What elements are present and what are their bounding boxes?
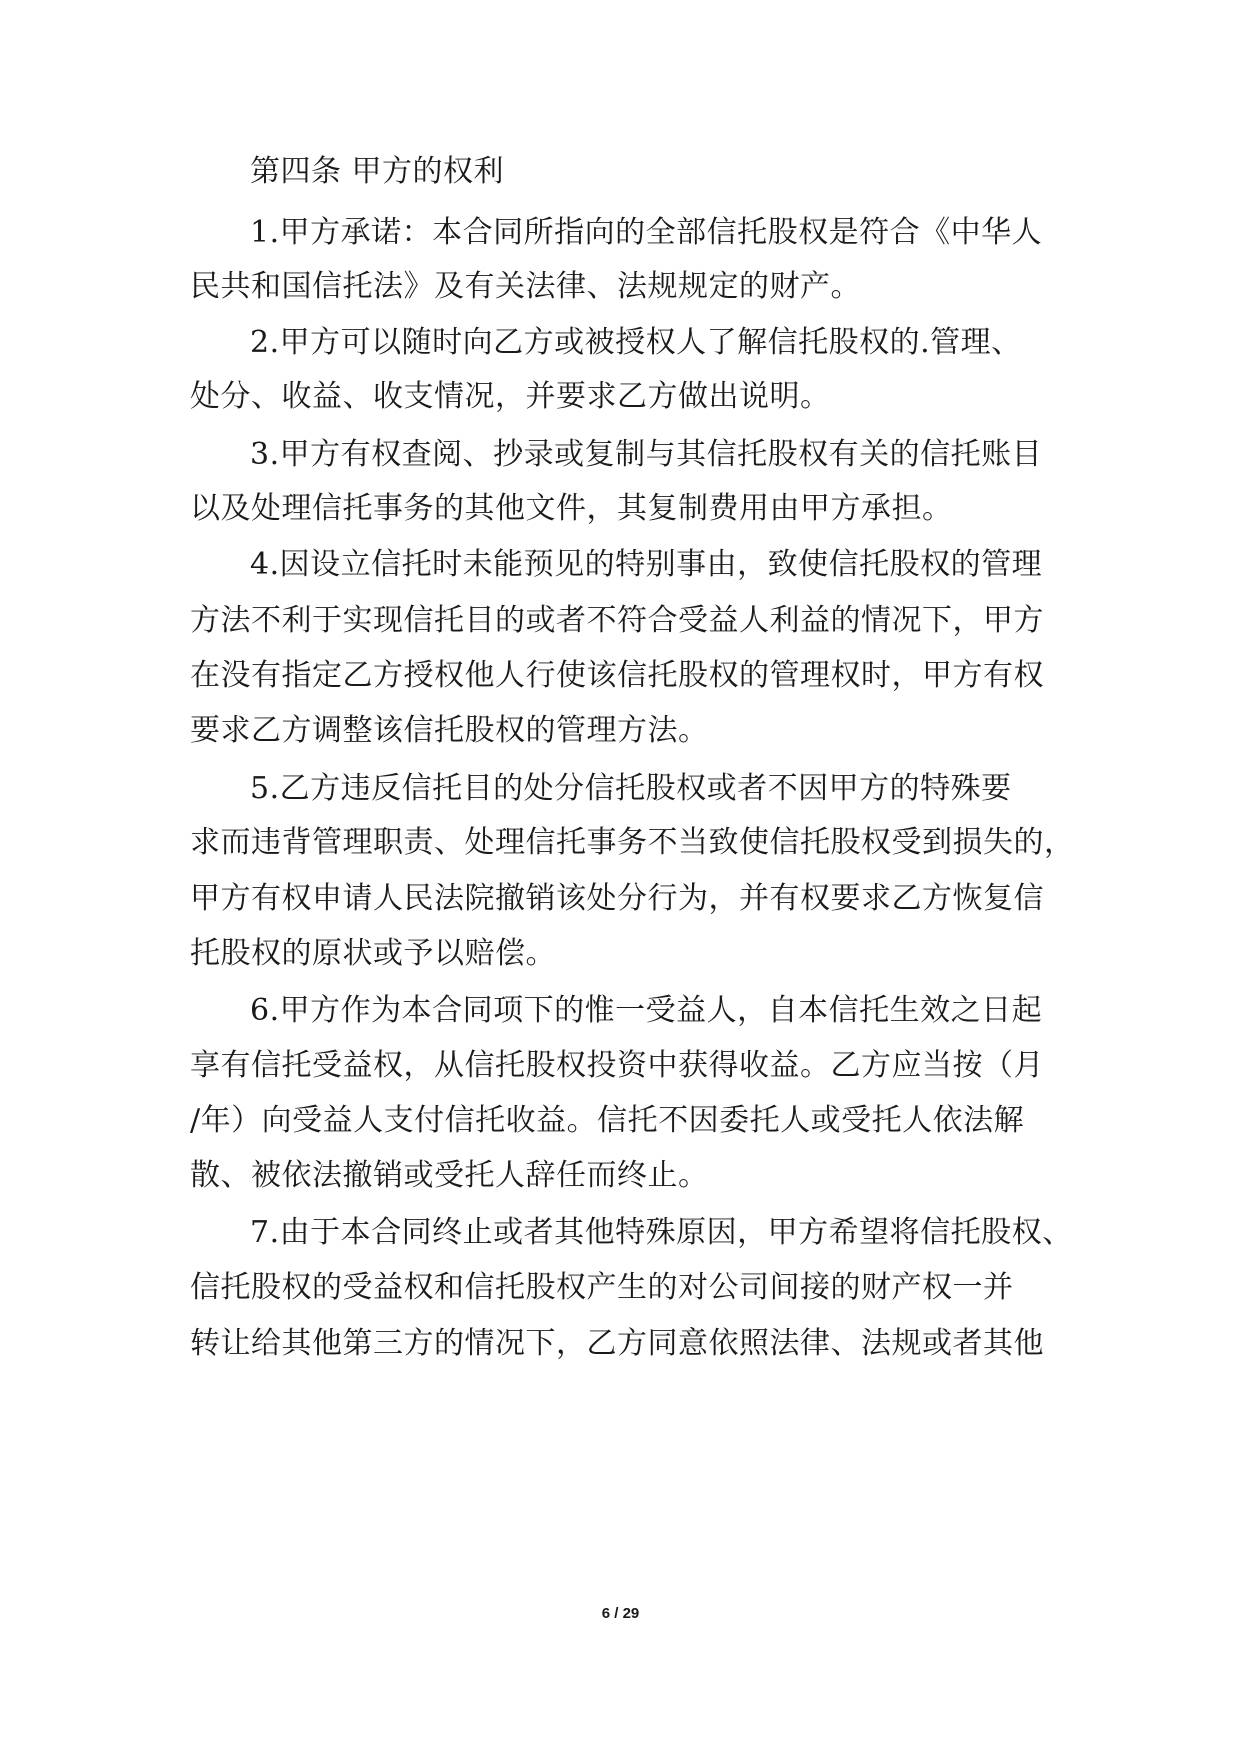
paragraph-5-line-3: 甲方有权申请人民法院撤销该处分行为，并有权要求乙方恢复信 [190,881,1044,916]
paragraph-6-line-1: 6.甲方作为本合同项下的惟一受益人，自本信托生效之日起 [250,993,1043,1028]
paragraph-3-line-2: 以及处理信托事务的其他文件，其复制费用由甲方承担。 [190,491,953,526]
paragraph-4-line-3: 在没有指定乙方授权他人行使该信托股权的管理权时，甲方有权 [190,658,1044,693]
paragraph-6-line-4: 散、被依法撤销或受托人辞任而终止。 [190,1158,709,1193]
article-heading: 第四条 甲方的权利 [250,154,505,189]
paragraph-2-line-1: 2.甲方可以随时向乙方或被授权人了解信托股权的.管理、 [250,325,1022,360]
page-number: 6 / 29 [601,1605,640,1622]
paragraph-6-line-2: 享有信托受益权，从信托股权投资中获得收益。乙方应当按（月 [190,1048,1044,1083]
paragraph-1-line-1: 1.甲方承诺：本合同所指向的全部信托股权是符合《中华人 [250,215,1043,250]
paragraph-4-line-1: 4.因设立信托时未能预见的特别事由，致使信托股权的管理 [250,547,1043,582]
paragraph-5-line-2: 求而违背管理职责、处理信托事务不当致使信托股权受到损失的， [190,825,1075,860]
paragraph-5-line-1: 5.乙方违反信托目的处分信托股权或者不因甲方的特殊要 [250,771,1012,806]
paragraph-1-line-2: 民共和国信托法》及有关法律、法规规定的财产。 [190,269,861,304]
paragraph-3-line-1: 3.甲方有权查阅、抄录或复制与其信托股权有关的信托账目 [250,437,1043,472]
paragraph-4-line-4: 要求乙方调整该信托股权的管理方法。 [190,713,709,748]
paragraph-7-line-3: 转让给其他第三方的情况下，乙方同意依照法律、法规或者其他 [190,1326,1044,1361]
paragraph-5-line-4: 托股权的原状或予以赔偿。 [190,936,556,971]
paragraph-2-line-2: 处分、收益、收支情况，并要求乙方做出说明。 [190,379,831,414]
paragraph-7-line-1: 7.由于本合同终止或者其他特殊原因，甲方希望将信托股权、 [250,1215,1073,1250]
paragraph-6-line-3: /年）向受益人支付信托收益。信托不因委托人或受托人依法解 [190,1103,1025,1138]
paragraph-4-line-2: 方法不利于实现信托目的或者不符合受益人利益的情况下，甲方 [190,603,1044,638]
paragraph-7-line-2: 信托股权的受益权和信托股权产生的对公司间接的财产权一并 [190,1270,1014,1305]
